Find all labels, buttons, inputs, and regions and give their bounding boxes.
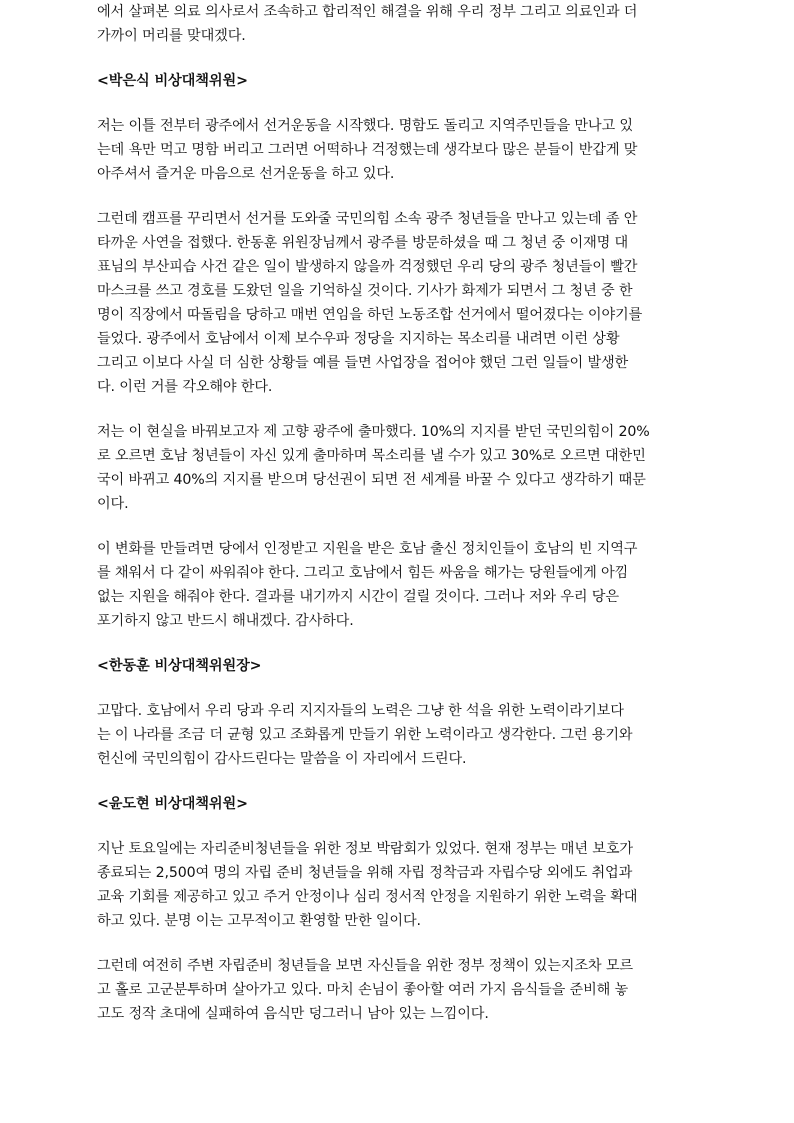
speaker-heading-han-donghoon: <한동훈 비상대책위원장>	[97, 658, 262, 674]
paragraph-park-campaign	[97, 114, 697, 186]
speaker-heading-yoon-dohyun: <윤도현 비상대책위원>	[97, 796, 248, 812]
text-line: 는 이 나라를 조금 더 균형 있고 조화롭게 만들기 위한 노력이라고 생각한다. 그런 용기와	[97, 727, 633, 743]
paragraph-park-youth-story	[97, 207, 697, 399]
text-line: 없는 지원을 해줘야 한다. 결과를 내기까지 시간이 걸릴 것이다. 그러나 저와 우리 당은	[97, 589, 619, 605]
text-line: 고맙다. 호남에서 우리 당과 우리 지지자들의 노력은 그냥 한 석을 위한 노력이라기보다	[97, 703, 624, 719]
paragraph-yoon-fair	[97, 837, 697, 933]
text-line: 에서 살펴본 의료 의사로서 조속하고 합리적인 해결을 위해 우리 정부 그리고 의료인과 더	[97, 4, 638, 20]
text-line: 종료되는 2,500여 명의 자립 준비 청년들을 위해 자립 정착금과 자립수당 외에도 취업과	[97, 865, 633, 881]
text-line: 로 오르면 호남 청년들이 자신 있게 출마하며 목소리를 낼 수가 있고 30%로 오르면 대한민	[97, 448, 646, 464]
text-line: 다. 이런 거를 각오해야 한다.	[97, 379, 273, 395]
text-line: 저는 이틀 전부터 광주에서 선거운동을 시작했다. 명함도 돌리고 지역주민들을 만나고 있	[97, 118, 633, 134]
text-line: 아주셔서 즐거운 마음으로 선거운동을 하고 있다.	[97, 166, 395, 182]
text-line: 그런데 캠프를 꾸리면서 선거를 도와줄 국민의힘 소속 광주 청년들을 만나고 있는데 좀 안	[97, 211, 638, 227]
text-line: 이 변화를 만들려면 당에서 인정받고 지원을 받은 호남 출신 정치인들이 호남의 빈 지역구	[97, 541, 638, 557]
paragraph-park-support	[97, 537, 697, 633]
text-line: 마스크를 쓰고 경호를 도왔던 일을 기억하실 것이다. 기사가 화제가 되면서 그 청년 중 한	[97, 283, 633, 299]
paragraph-park-candidacy	[97, 420, 697, 516]
text-line: 는데 욕만 먹고 명함 버리고 그러면 어떡하나 걱정했는데 생각보다 많은 분들이 반갑게 맞	[97, 142, 638, 158]
text-line: 하고 있다. 분명 이는 고무적이고 환영할 만한 일이다.	[97, 913, 421, 929]
text-line: 고 홀로 고군분투하며 살아가고 있다. 마치 손님이 좋아할 여러 가지 음식들을 준비해 놓	[97, 982, 629, 998]
text-line: 표님의 부산피습 사건 같은 일이 발생하지 않을까 걱정했던 우리 당의 광주 청년들이 빨간	[97, 259, 638, 275]
document-body	[97, 0, 697, 1047]
text-line: 명이 직장에서 따돌림을 당하고 매번 연임을 하던 노동조합 선거에서 떨어졌다는 이야기를	[97, 307, 643, 323]
text-line: 국이 바뀌고 40%의 지지를 받으며 당선권이 되면 전 세계를 바꿀 수 있다고 생각하기 때문	[97, 472, 646, 488]
text-line: 그런데 여전히 주변 자립준비 청년들을 보면 자신들을 위한 정부 정책이 있는지조차 모르	[97, 958, 633, 974]
text-line: 헌신에 국민의힘이 감사드린다는 말씀을 이 자리에서 드린다.	[97, 751, 467, 767]
text-line: 이다.	[97, 496, 129, 512]
text-line: 타까운 사연을 접했다. 한동훈 위원장님께서 광주를 방문하셨을 때 그 청년 중 이재명 대	[97, 235, 629, 251]
text-line: 포기하지 않고 반드시 해내겠다. 감사하다.	[97, 613, 354, 629]
paragraph-medical-closing	[97, 0, 697, 48]
paragraph-yoon-gap	[97, 954, 697, 1026]
text-line: 교육 기회를 제공하고 있고 주거 안정이나 심리 정서적 안정을 지원하기 위한 노력을 확대	[97, 889, 638, 905]
text-line: 를 채워서 다 같이 싸워줘야 한다. 그리고 호남에서 힘든 싸움을 해가는 당원들에게 아낌	[97, 565, 629, 581]
text-line: 들었다. 광주에서 호남에서 이제 보수우파 정당을 지지하는 목소리를 내려면 이런 상황	[97, 331, 620, 347]
text-line: 가까이 머리를 맞대겠다.	[97, 28, 246, 44]
text-line: 지난 토요일에는 자리준비청년들을 위한 정보 박람회가 있었다. 현재 정부는 매년 보호가	[97, 841, 633, 857]
text-line: 저는 이 현실을 바꿔보고자 제 고향 광주에 출마했다. 10%의 지지를 받던 국민의힘이 20%	[97, 424, 650, 440]
speaker-heading-park-eunsik: <박은식 비상대책위원>	[97, 73, 248, 89]
text-line: 고도 정작 초대에 실패하여 음식만 덩그러니 남아 있는 느낌이다.	[97, 1006, 489, 1022]
text-line: 그리고 이보다 사실 더 심한 상황들 예를 들면 사업장을 접어야 했던 그런 일들이 발생한	[97, 355, 629, 371]
paragraph-han-response	[97, 699, 697, 771]
